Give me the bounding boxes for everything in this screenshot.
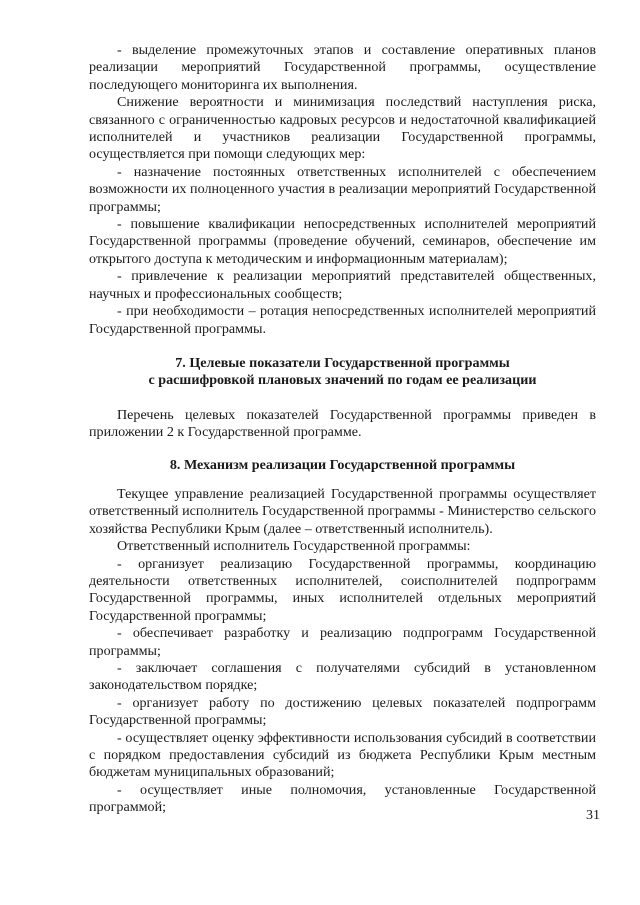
section-7-heading-line-1: 7. Целевые показатели Государственной программы bbox=[175, 354, 510, 371]
spacer bbox=[89, 474, 596, 486]
paragraph-intermediate-stages: - выделение промежуточных этапов и составление оперативных планов реализации мероприятий Государственной программы, осуществление последующего мониторинга их выполнения. bbox=[89, 42, 596, 93]
list-item-ensures-development: - обеспечивает разработку и реализацию подпрограмм Государственной программы; bbox=[89, 625, 596, 659]
spacer bbox=[89, 390, 596, 407]
list-item-qualification: - повышение квалификации непосредственных исполнителей мероприятий Государственной программы (проведение обучений, семинаров, обеспечение им открытого доступа к методическим и информационным материалам); bbox=[89, 216, 596, 267]
paragraph-risk-reduction: Снижение вероятности и минимизация последствий наступления риска, связанного с ограниченностью кадровых ресурсов и недостаточной квалификацией исполнителей и участников реализации Государственной программы, осуществляется при помощи следующих мер: bbox=[89, 94, 596, 163]
section-7-heading-line-2: с расшифровкой плановых значений по годам ее реализации bbox=[148, 372, 537, 389]
list-item-evaluates-efficiency: - осуществляет оценку эффективности использования субсидий в соответствии с порядком предоставления субсидий из бюджета Республики Крым местным бюджетам муниципальных образований; bbox=[89, 729, 596, 781]
list-item-other-powers: - осуществляет иные полномочия, установленные Государственной программой; bbox=[89, 781, 596, 816]
list-item-concludes-agreements: - заключает соглашения с получателями субсидий в установленном законодательством порядке; bbox=[89, 660, 596, 694]
spacer bbox=[89, 442, 596, 457]
spacer bbox=[89, 338, 596, 355]
section-7-heading bbox=[89, 355, 596, 390]
document-page bbox=[89, 42, 596, 817]
list-item-organizes-implementation: - организует реализацию Государственной программы, координацию деятельности ответственных исполнителей, соисполнителей подпрограмм Государственной программы, иных исполнителей отдельных мероприятий Государственной программы; bbox=[89, 555, 596, 624]
paragraph-current-management: Текущее управление реализацией Государственной программы осуществляет ответственный исполнитель Государственной программы - Министерство сельского хозяйства Республики Крым (далее – ответственный исполнитель). bbox=[89, 485, 596, 537]
list-item-community-involvement: - привлечение к реализации мероприятий представителей общественных, научных и профессиональных сообществ; bbox=[89, 268, 596, 302]
list-item-permanent-executors: - назначение постоянных ответственных исполнителей с обеспечением возможности их полноценного участия в реализации мероприятий Государственной программы; bbox=[89, 163, 596, 215]
list-item-organizes-work: - организует работу по достижению целевых показателей подпрограмм Государственной программы; bbox=[89, 694, 596, 729]
paragraph-target-indicators: Перечень целевых показателей Государственной программы приведен в приложении 2 к Государственной программе. bbox=[89, 406, 596, 441]
page-number: 31 bbox=[586, 808, 600, 823]
section-8-heading: 8. Механизм реализации Государственной программы bbox=[169, 456, 516, 473]
paragraph-responsible-executor: Ответственный исполнитель Государственной программы: bbox=[117, 538, 471, 555]
list-item-rotation: - при необходимости – ротация непосредственных исполнителей мероприятий Государственной программы. bbox=[89, 303, 596, 337]
